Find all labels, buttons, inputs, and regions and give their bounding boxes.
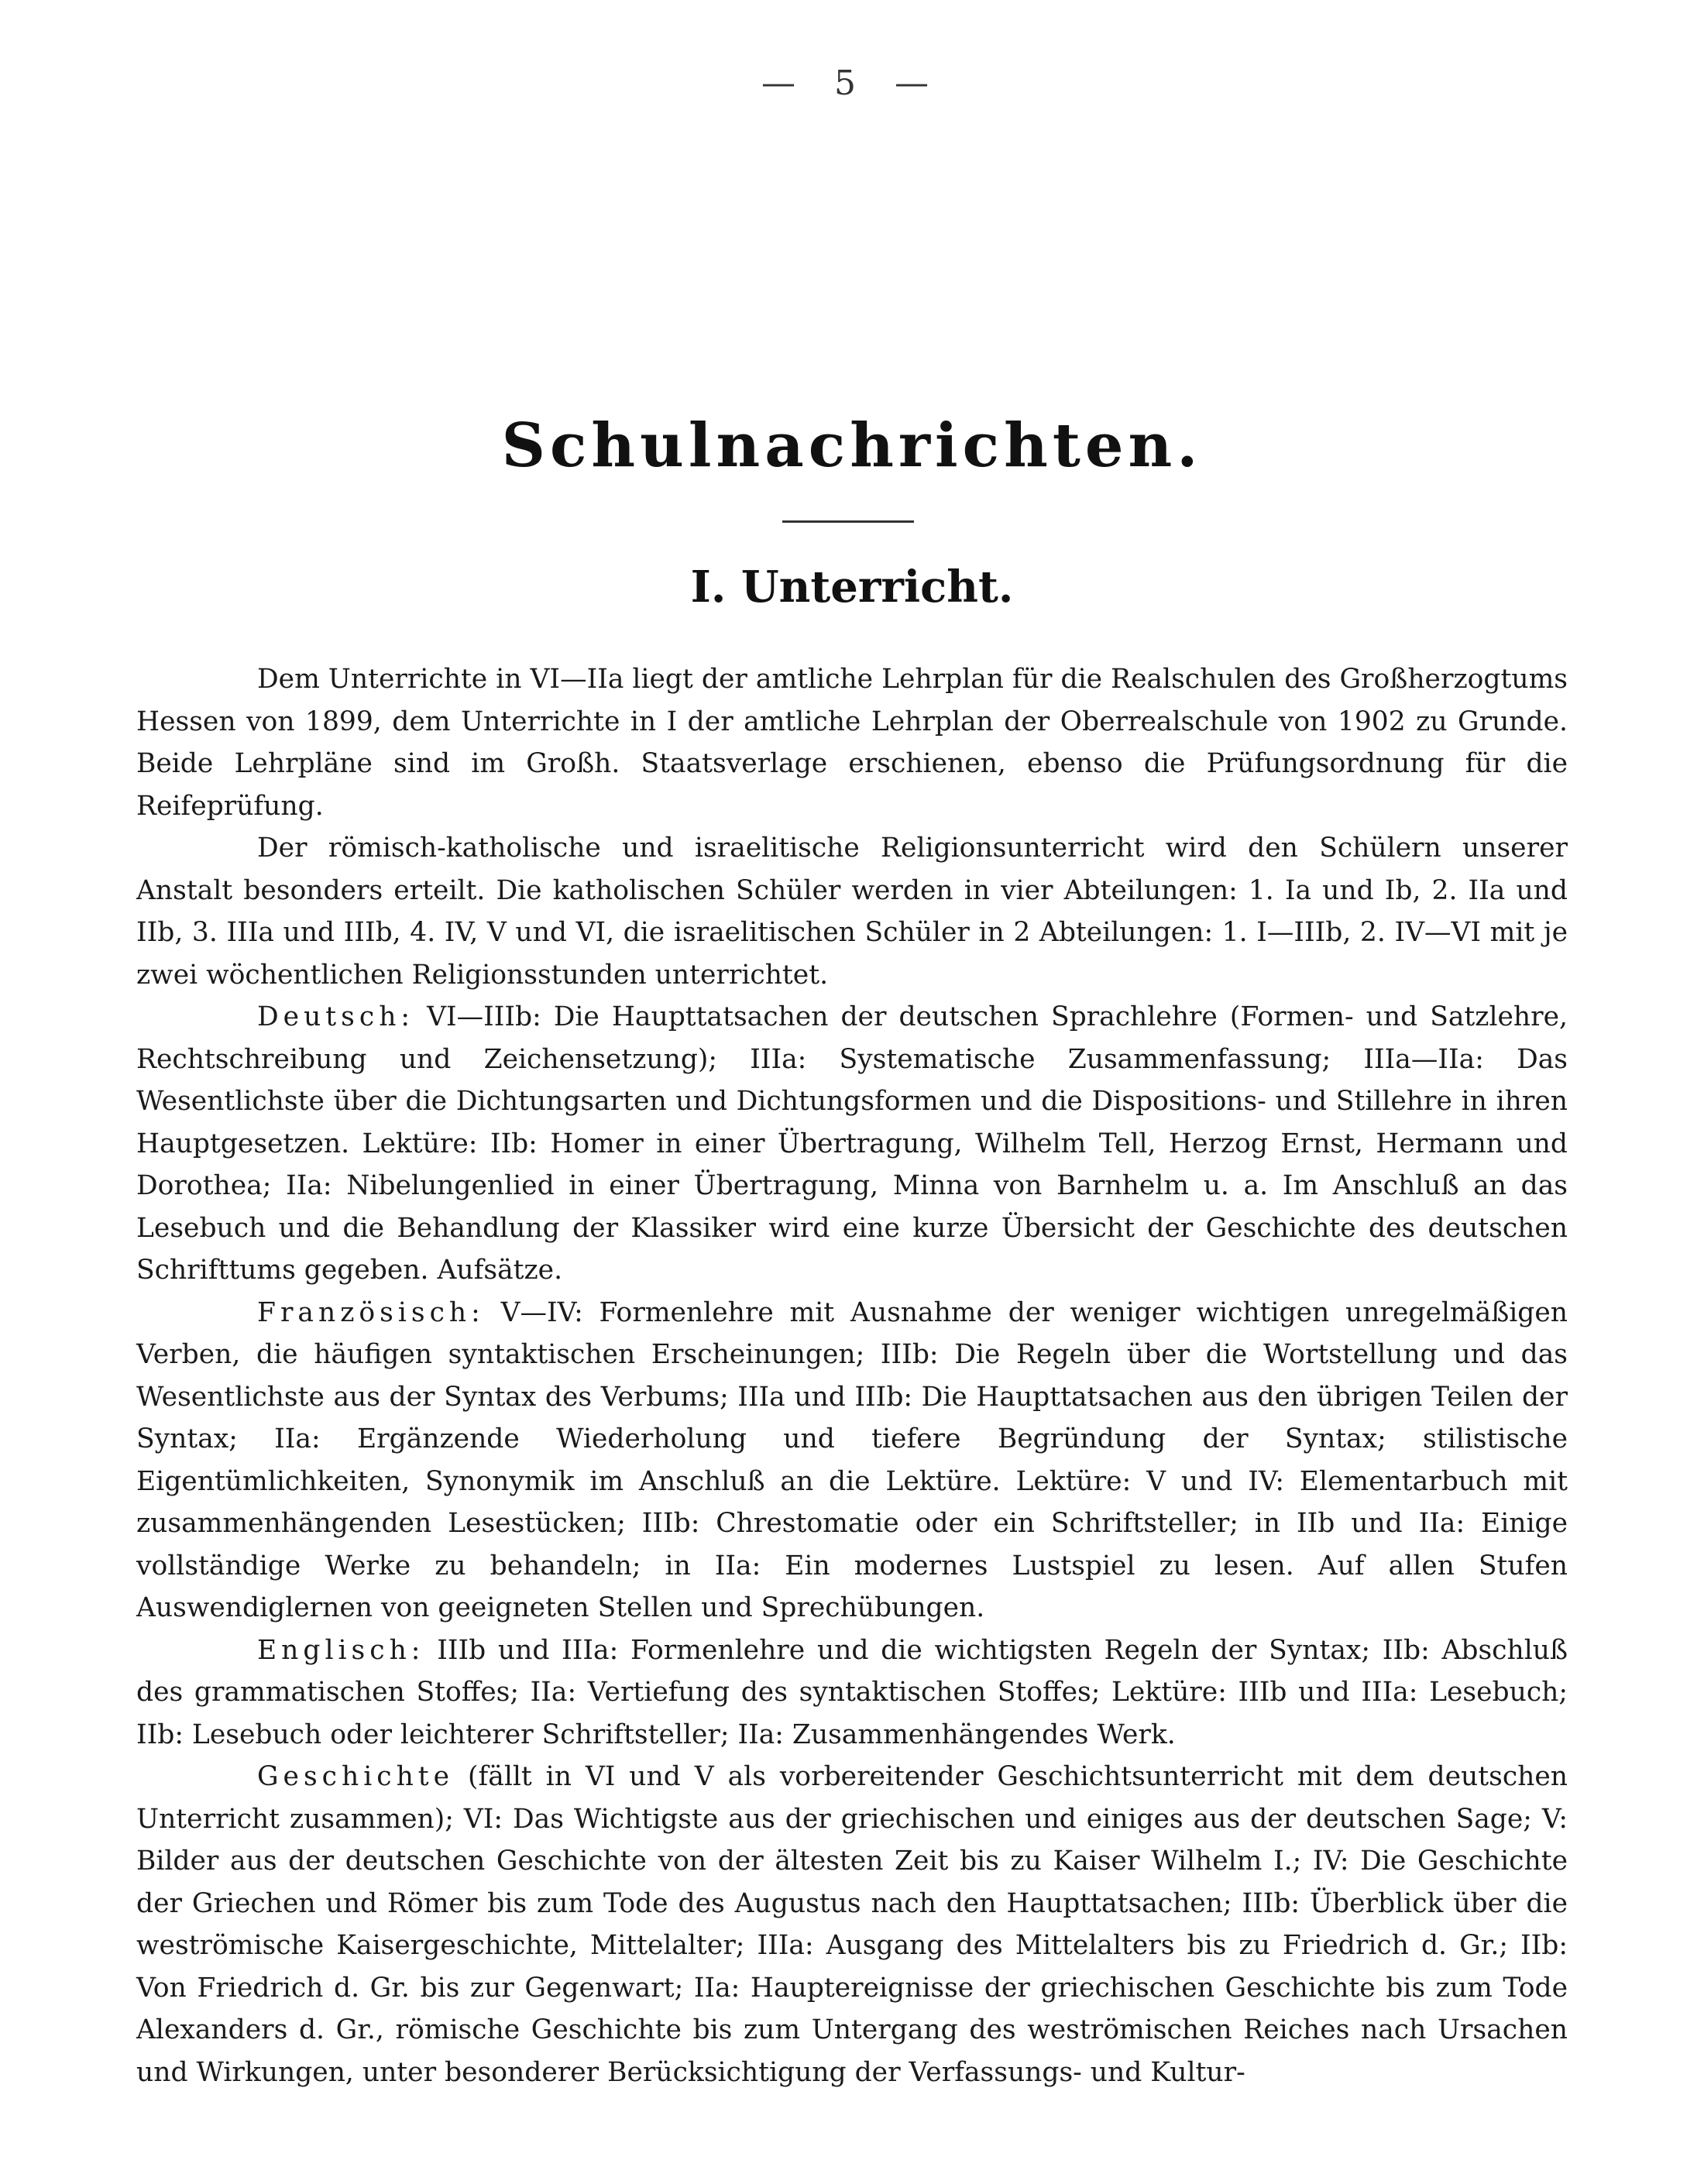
subject-heading-englisch: Englisch: [257, 1634, 425, 1666]
subject-heading-franzoesisch: Französisch: [257, 1296, 485, 1328]
section-title: I. Unterricht. [690, 561, 1014, 613]
paragraph-englisch [136, 1629, 1568, 1756]
paragraph-deutsch [136, 996, 1568, 1292]
body-text [136, 658, 1568, 2093]
page-title: Schulnachrichten. [501, 410, 1203, 481]
subject-text-englisch: IIIb und IIIa: Formenlehre und die wichtigsten Regeln der Syntax; IIb: Abschluß des grammatischen Stoffes; IIa: Vertiefung des syntaktischen Stoffes; Lektüre: IIIb und IIIa: Lesebuch; IIb: Lesebuch oder leichterer Schriftsteller; IIa: Zusammenhängendes Werk. [136, 1634, 1568, 1750]
subject-heading-deutsch: Deutsch: [257, 1001, 415, 1032]
paragraph-franzoesisch [136, 1292, 1568, 1629]
subject-text-geschichte: (fällt in VI und V als vorbereitender Geschichtsunterricht mit dem deutschen Unterricht zusammen); VI: Das Wichtigste aus der griechischen und einiges aus der deutschen Sage; V: Bilder aus der deutschen Geschichte von der ältesten Zeit bis zu Kaiser Wilhelm I.; IV: Die Geschichte der Griechen und Römer bis zum Tode des Augustus nach den Haupttatsachen; IIIb: Überblick über die weströmische Kaisergeschichte, Mittelalter; IIIa: Ausgang des Mittelalters bis zu Friedrich d. Gr.; IIb: Von Friedrich d. Gr. bis zur Gegenwart; IIa: Hauptereignisse der griechischen Geschichte bis zum Tode Alexanders d. Gr., römische Geschichte bis zum Untergang des weströmischen Reiches nach Ursachen und Wirkungen, unter besonderer Berücksichtigung der Verfassungs- und Kultur- [136, 1761, 1568, 2088]
subject-heading-geschichte: Geschichte [257, 1761, 455, 1792]
paragraph-lehrplan: Dem Unterrichte in VI—IIa liegt der amtliche Lehrplan für die Realschulen des Großherzogtums Hessen von 1899, dem Unterrichte in I der amtliche Lehrplan der Oberrealschule von 1902 zu Grunde. Beide Lehrpläne sind im Großh. Staatsverlage erschienen, ebenso die Prüfungsordnung für die Reifeprüfung. [136, 664, 1568, 822]
paragraph-geschichte [136, 1756, 1568, 2093]
title-divider [782, 520, 914, 523]
subject-text-franzoesisch: V—IV: Formenlehre mit Ausnahme der weniger wichtigen unregelmäßigen Verben, die häufigen syntaktischen Erscheinungen; IIIb: Die Regeln über die Wortstellung und das Wesentlichste aus der Syntax des Verbums; IIIa und IIIb: Die Haupttatsachen aus den übrigen Teilen der Syntax; IIa: Ergänzende Wiederholung und tiefere Begründung der Syntax; stilistische Eigentümlichkeiten, Synonymik im Anschluß an die Lektüre. Lektüre: V und IV: Elementarbuch mit zusammenhängenden Lesestücken; IIIb: Chrestomatie oder ein Schriftsteller; in IIb und IIa: Einige vollständige Werke zu behandeln; in IIa: Ein modernes Lustspiel zu lesen. Auf allen Stufen Auswendiglernen von geeigneten Stellen und Sprechübungen. [136, 1296, 1568, 1623]
subject-text-deutsch: VI—IIIb: Die Haupttatsachen der deutschen Sprachlehre (Formen- und Satzlehre, Rechtschreibung und Zeichensetzung); IIIa: Systematische Zusammenfassung; IIIa—IIa: Das Wesentlichste über die Dichtungsarten und Dichtungsformen und die Dispositions- und Stillehre in ihren Hauptgesetzen. Lektüre: IIb: Homer in einer Übertragung, Wilhelm Tell, Herzog Ernst, Hermann und Dorothea; IIa: Nibelungenlied in einer Übertragung, Minna von Barnhelm u. a. Im Anschluß an das Lesebuch und die Behandlung der Klassiker wird eine kurze Übersicht der Geschichte des deutschen Schrifttums gegeben. Aufsätze. [136, 1001, 1568, 1286]
page-number: — 5 — [761, 64, 943, 103]
paragraph-religion: Der römisch-katholische und israelitische Religionsunterricht wird den Schülern unserer Anstalt besonders erteilt. Die katholischen Schüler werden in vier Abteilungen: 1. Ia und Ib, 2. IIa und IIb, 3. IIIa und IIIb, 4. IV, V und VI, die israelitischen Schüler in 2 Abteilungen: 1. I—IIIb, 2. IV—VI mit je zwei wöchentlichen Religionsstunden unterrichtet. [136, 833, 1568, 991]
